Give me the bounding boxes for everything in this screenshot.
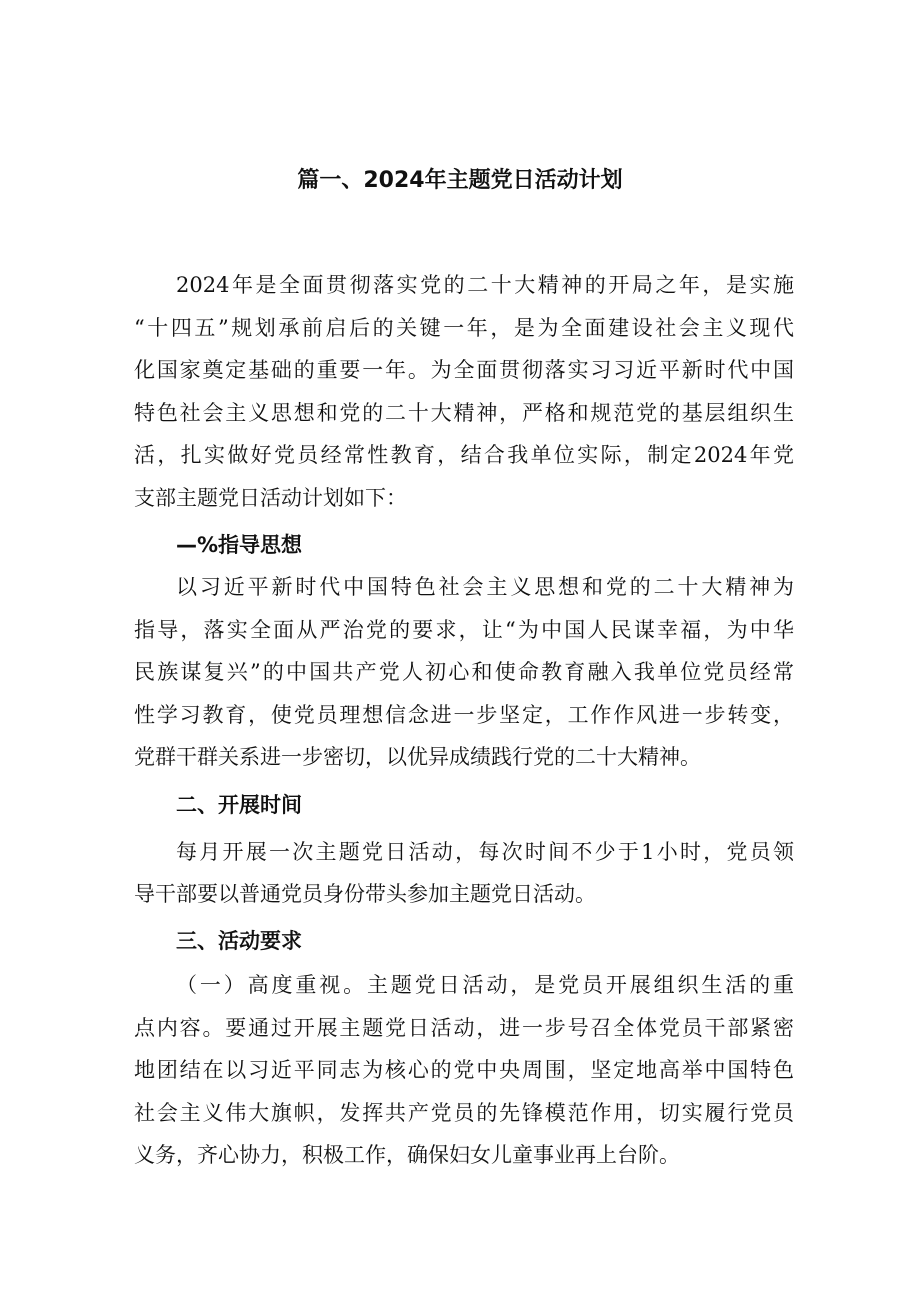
section3-line: 地团结在以习近平同志为核心的党中央周围，坚定地高举中国特色 xyxy=(134,1058,794,1082)
section3-line: 点内容。要通过开展主题党日活动，进一步号召全体党员干部紧密 xyxy=(134,1016,794,1040)
intro-line: 支部主题党日活动计划如下： xyxy=(134,486,407,510)
section3-line: 义务，齐心协力，积极工作，确保妇女儿童事业再上台阶。 xyxy=(134,1143,680,1167)
intro-line: 活，扎实做好党员经常性教育，结合我单位实际，制定2024年党 xyxy=(134,443,794,467)
document-title: 篇一、2024年主题党日活动计划 xyxy=(297,168,623,193)
section1-line: 性学习教育，使党员理想信念进一步坚定，工作作风进一步转变， xyxy=(134,703,794,727)
section-heading-guiding-ideology: —%指导思想 xyxy=(176,533,303,557)
intro-line: “十四五”规划承前启后的关键一年，是为全面建设社会主义现代 xyxy=(134,316,794,340)
section1-line: 指导，落实全面从严治党的要求，让“为中国人民谋幸福，为中华 xyxy=(134,618,794,642)
section3-line: （一）高度重视。主题党日活动，是党员开展组织生活的重 xyxy=(176,973,794,997)
section1-line: 以习近平新时代中国特色社会主义思想和党的二十大精神为 xyxy=(176,575,794,599)
section-heading-schedule: 二、开展时间 xyxy=(176,793,302,817)
section1-line: 党群干群关系进一步密切，以优异成绩践行党的二十大精神。 xyxy=(134,745,701,769)
section2-line: 每月开展一次主题党日活动，每次时间不少于1小时，党员领 xyxy=(176,840,794,864)
section1-line: 民族谋复兴”的中国共产党人初心和使命教育融入我单位党员经常 xyxy=(134,660,794,684)
intro-line: 特色社会主义思想和党的二十大精神，严格和规范党的基层组织生 xyxy=(134,401,794,425)
section-heading-requirements: 三、活动要求 xyxy=(176,929,302,953)
intro-line: 2024年是全面贯彻落实党的二十大精神的开局之年，是实施 xyxy=(176,273,794,297)
section2-line: 导干部要以普通党员身份带头参加主题党日活动。 xyxy=(134,882,596,906)
section3-line: 社会主义伟大旗帜，发挥共产党员的先锋模范作用，切实履行党员 xyxy=(134,1101,794,1125)
intro-line: 化国家奠定基础的重要一年。为全面贯彻落实习习近平新时代中国 xyxy=(134,358,794,382)
